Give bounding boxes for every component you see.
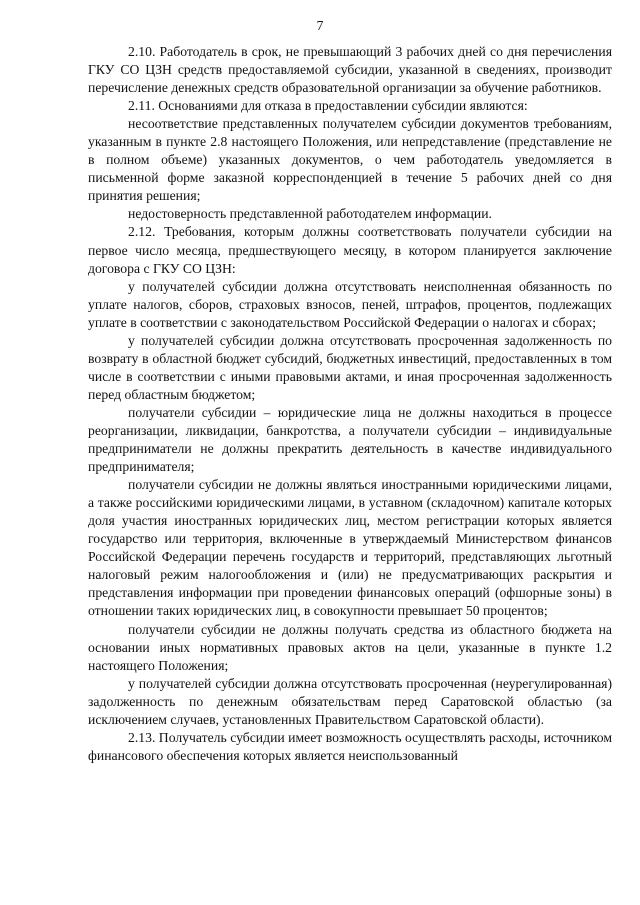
page-number: 7	[316, 18, 324, 33]
paragraph-2-13: 2.13. Получатель субсидии имеет возможность осуществлять расходы, источником финансового обеспечения которых является неиспользованный	[88, 729, 612, 763]
paragraph-requirement-overdue-obligations: у получателей субсидии должна отсутствовать просроченная (неурегулированная) задолженность по денежным обязательствам перед Саратовской областью (за исключением случаев, установленных Правительством Саратовской области).	[88, 675, 612, 727]
paragraph-requirement-foreign-entities: получатели субсидии не должны являться иностранными юридическими лицами, а также российскими юридическими лицами, в уставном (складочном) капитале которых доля участия иностранных юридических лиц, местом регистрации которых является государство или территория, включенные в утверждаемый Министерством финансов Российской Федерации перечень государств и территорий, представляющих льготный налоговый режим налогообложения и (или) не предусматривающих раскрытия и представления информации при проведении финансовых операций (офшорные зоны) в отношении таких юридических лиц, в совокупности превышает 50 процентов;	[88, 477, 612, 619]
paragraph-requirement-taxes: у получателей субсидии должна отсутствовать неисполненная обязанность по уплате налогов, сборов, страховых взносов, пеней, штрафов, процентов, подлежащих уплате в соответствии с законодательством Российской Федерации о налогах и сборах;	[88, 278, 612, 330]
paragraph-2-10: 2.10. Работодатель в срок, не превышающий 3 рабочих дней со дня перечисления ГКУ СО ЦЗН средств предоставляемой субсидии, указанной в сведениях, производит перечисление денежных средств образовательной организации за обучение работников.	[88, 44, 612, 96]
paragraph-2-11: 2.11. Основаниями для отказа в предоставлении субсидии являются:	[128, 98, 528, 114]
paragraph-refusal-ground-1: несоответствие представленных получателем субсидии документов требованиям, указанным в пункте 2.8 настоящего Положения, или непредставление (представление не в полном объеме) указанных документов, о чем работодатель уведомляется в письменной форме заказной корреспонденцией в течение 5 рабочих дней со дня принятия решения;	[88, 116, 612, 204]
paragraph-2-12: 2.12. Требования, которым должны соответствовать получатели субсидии на первое число месяца, предшествующего месяцу, в котором планируется заключение договора с ГКУ СО ЦЗН:	[88, 224, 612, 276]
paragraph-refusal-ground-2: недостоверность представленной работодателем информации.	[128, 206, 492, 222]
document-body	[88, 43, 612, 765]
paragraph-requirement-other-acts: получатели субсидии не должны получать средства из областного бюджета на основании иных нормативных правовых актов на цели, указанные в пункте 1.2 настоящего Положения;	[88, 621, 612, 673]
paragraph-requirement-budget-debt: у получателей субсидии должна отсутствовать просроченная задолженность по возврату в областной бюджет субсидий, бюджетных инвестиций, предоставленных в том числе в соответствии с иными правовыми актами, и иная просроченная задолженность перед областным бюджетом;	[88, 332, 612, 402]
paragraph-requirement-reorganization: получатели субсидии – юридические лица не должны находиться в процессе реорганизации, ликвидации, банкротства, а получатели субсидии – индивидуальные предприниматели не должны прекратить деятельность в качестве индивидуального предпринимателя;	[88, 404, 612, 475]
